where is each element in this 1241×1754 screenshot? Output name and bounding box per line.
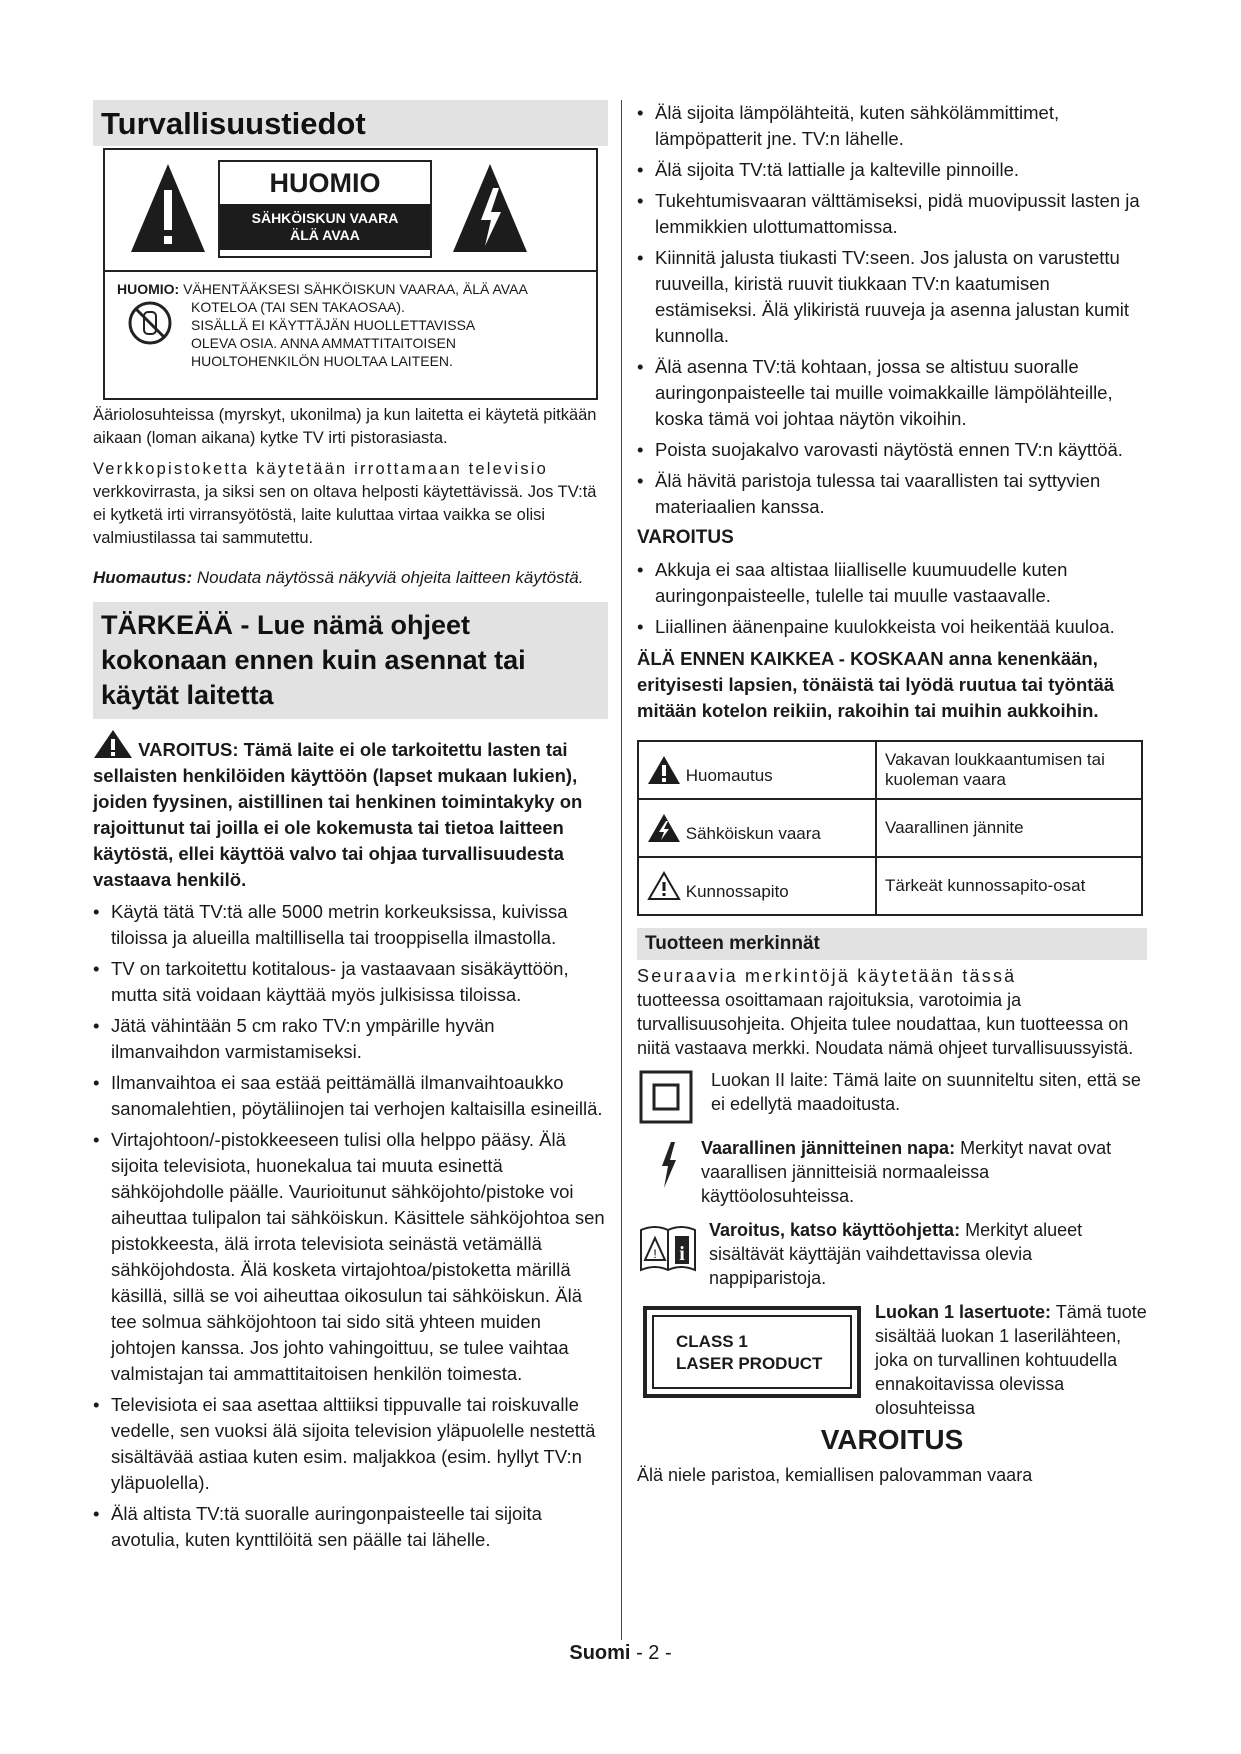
box-divider	[105, 270, 596, 272]
right-bullet-list	[637, 100, 1147, 520]
list-item: • Poista suojakalvo varovasti näytöstä ennen TV:n käyttöä.	[637, 437, 1147, 463]
varoitus-list	[637, 557, 1147, 640]
note-label: Huomautus:	[93, 568, 193, 587]
manual-mark	[637, 1218, 1147, 1290]
list-item: • Ilmanvaihtoa ei saa estää peittämällä ilmanvaihtoaukko sanomalehtien, pöytäliinojen tai verhojen kaltaisilla esineillä.	[93, 1070, 608, 1122]
caution-line5: HUOLTOHENKILÖN HUOLTAA LAITEEN.	[191, 353, 453, 369]
maintenance-icon	[647, 871, 681, 901]
class2-mark	[637, 1068, 1147, 1124]
symbol-cell	[638, 799, 876, 857]
caution-icon	[647, 755, 681, 785]
caution-text	[117, 280, 590, 370]
caution-line3: SISÄLLÄ EI KÄYTTÄJÄN HUOLLETTAVISSA	[191, 317, 476, 333]
svg-text:!: !	[653, 1247, 657, 1261]
product-marks-heading: Tuotteen merkinnät	[637, 928, 1147, 960]
list-item: • Älä asenna TV:tä kohtaan, jossa se altistuu suoralle auringonpaisteelle tai muille voimakkaille lämpölähteille, koska tämä voi johtaa näytön vikoihin.	[637, 354, 1147, 432]
symbol-desc: Vaarallinen jännite	[876, 799, 1142, 857]
plug-text-line1: Verkkopistoketta käytetään irrottamaan televisio	[93, 460, 549, 478]
child-warning-text: VAROITUS: Tämä laite ei ole tarkoitettu lasten tai sellaisten henkilöiden käyttöön (lapset mukaan lukien), joiden fyysinen, aistillinen tai henkinen toimintakyky on rajoittunut tai joilla ei ole kokemusta tai tietoa laitteen käytöstä, ellei käyttöä valvo tai ohjaa turvallisuudesta vastaava henkilö.	[93, 739, 583, 890]
column-divider	[621, 100, 622, 1640]
laser-label: Luokan 1 lasertuote:	[875, 1302, 1052, 1322]
list-item: • TV on tarkoitettu kotitalous- ja vastaavaan sisäkäyttöön, mutta sitä voidaan käyttää myös julkisissa tiloissa.	[93, 956, 608, 1008]
electric-shock-icon	[647, 813, 681, 843]
symbol-cell	[638, 741, 876, 799]
class-ii-icon	[639, 1070, 693, 1124]
read-manual-icon	[637, 1222, 699, 1274]
left-bullet-list	[93, 899, 608, 1553]
caution-label: HUOMIO:	[117, 281, 180, 297]
lightning-warning-icon	[451, 162, 529, 254]
caution-line2: KOTELOA (TAI SEN TAKAOSAA).	[191, 299, 405, 315]
child-warning	[93, 729, 608, 893]
symbol-label: Huomautus	[685, 765, 773, 785]
symbol-desc: Tärkeät kunnossapito-osat	[876, 857, 1142, 915]
list-item: • Älä sijoita TV:tä lattialle ja kalteville pinnoille.	[637, 157, 1147, 183]
table-row	[638, 799, 1142, 857]
warning-triangle-icon	[93, 729, 133, 759]
table-row	[638, 857, 1142, 915]
huomio-sub-line1: SÄHKÖISKUN VAARA	[251, 210, 399, 226]
symbol-label: Sähköiskun vaara	[685, 823, 821, 843]
left-column	[93, 100, 608, 1558]
huomio-subtitle	[220, 204, 430, 250]
laser-label-box	[643, 1306, 861, 1398]
live-terminal-mark	[637, 1136, 1147, 1208]
caution-line1: VÄHENTÄÄKSESI SÄHKÖISKUN VAARAA, ÄLÄ AVAA	[183, 281, 528, 297]
never-warning: ÄLÄ ENNEN KAIKKEA - KOSKAAN anna kenenkään, erityisesti lapsien, tönäistä tai lyödä ruutua tai työntää mitään kotelon reikiin, rakoihin tai muihin aukkoihin.	[637, 648, 1115, 721]
note-text: Noudata näytössä näkyviä ohjeita laitteen käytöstä.	[196, 568, 584, 587]
laser-text: Tämä tuote sisältää luokan 1 laserilähteen, joka on turvallinen kohtuudella ennakoitavissa olevissa olosuhteissa	[875, 1302, 1147, 1418]
laser-box-line1: CLASS 1	[676, 1332, 748, 1351]
symbol-cell	[638, 857, 876, 915]
list-item: • Virtajohtoon/-pistokkeeseen tulisi olla helppo pääsy. Älä sijoita televisiota, huonekalua tai muuta esinettä sähköjohdolle päälle. Vaurioitunut sähköjohto/pistoke voi aiheuttaa tulipalon tai sähköiskun. Käsittele sähköjohtoa sen pistokkeesta, älä irrota televisiota seinästä vetämällä sähköjohdosta. Älä kosketa virtajohtoa/pistoketta märillä käsillä, sillä se voi aiheuttaa oikosulun tai sähköiskun. Älä tee solmua sähköjohtoon tai sido sitä yhteen muiden johtojen kanssa. Jos johto vahingoittuu, se tulee vaihtaa valmistajan tai ammattitaitoisen henkilön toimesta.	[93, 1127, 608, 1387]
list-item: • Tukehtumisvaaran välttämiseksi, pidä muovipussit lasten ja lemmikkien ulottumattomissa.	[637, 188, 1147, 240]
list-item: • Televisiota ei saa asettaa alttiiksi tippuvalle tai roiskuvalle vedelle, sen vuoksi älä sijoita television yläpuolelle nestettä sisältävää astiaa kuten esim. maljakkoa (esim. hyllyt TV:n yläpuolella).	[93, 1392, 608, 1496]
caution-label-box	[103, 148, 598, 400]
laser-mark	[637, 1300, 1147, 1420]
list-item: • Älä altista TV:tä suoralle auringonpaisteelle tai sijoita avotulia, kuten kynttilöitä sen päälle tai lähelle.	[93, 1501, 608, 1553]
symbol-desc: Vakavan loukkaantumisen tai kuoleman vaara	[876, 741, 1142, 799]
lightning-icon	[659, 1142, 679, 1188]
final-warning-heading: VAROITUS	[820, 1424, 964, 1455]
list-item: • Kiinnitä jalusta tiukasti TV:seen. Jos jalusta on varustettu ruuveilla, kiristä ruuvit tiukkaan TV:n kaatumisen estämiseksi. Älä ylikiristä ruuveja ja asenna jalustan kumit kunnolla.	[637, 245, 1147, 349]
page-footer	[0, 1642, 1241, 1665]
huomio-sub-line2: ÄLÄ AVAA	[290, 227, 360, 243]
plug-text: verkkovirrasta, ja siksi sen on oltava helposti käytettävissä. Jos TV:tä ei kytketä irti virransyötöstä, laite kuluttaa virtaa vaikka se olisi valmiustilassa tai sammutettu.	[93, 483, 597, 547]
list-item: • Jätä vähintään 5 cm rako TV:n ympärille hyvän ilmanvaihdon varmistamiseksi.	[93, 1013, 608, 1065]
section-title: Turvallisuustiedot	[93, 100, 608, 146]
list-item: • Käytä tätä TV:tä alle 5000 metrin korkeuksissa, kuivissa tiloissa ja alueilla maltillisella tai trooppisella ilmastolla.	[93, 899, 608, 951]
manual-label: Varoitus, katso käyttöohjetta:	[709, 1220, 961, 1240]
final-warning-text: Älä niele paristoa, kemiallisen palovamman vaara	[637, 1465, 1033, 1485]
symbol-table	[637, 740, 1143, 916]
terminal-label: Vaarallinen jännitteinen napa:	[701, 1138, 956, 1158]
varoitus-heading: VAROITUS	[637, 527, 734, 548]
laser-box-line2: LASER PRODUCT	[676, 1354, 823, 1373]
list-item: • Akkuja ei saa altistaa liialliselle kuumuudelle kuten auringonpaisteelle, tulelle tai muulle vastaavalle.	[637, 557, 1147, 609]
list-item: • Liiallinen äänenpaine kuulokkeista voi heikentää kuuloa.	[637, 614, 1147, 640]
page-number: - 2 -	[636, 1642, 672, 1664]
footer-language: Suomi	[569, 1642, 631, 1664]
list-item: • Älä hävitä paristoja tulessa tai vaarallisten tai syttyvien materiaalien kanssa.	[637, 468, 1147, 520]
manual-text: Merkityt alueet sisältävät käyttäjän vaihdettavissa olevia nappiparistoja.	[709, 1220, 1083, 1288]
svg-text:i: i	[679, 1243, 685, 1265]
marks-intro-line1: Seuraavia merkintöjä käytetään tässä	[637, 966, 1017, 986]
laser-label-inner	[652, 1315, 852, 1389]
list-item: • Älä sijoita lämpölähteitä, kuten sähkölämmittimet, lämpöpatterit jne. TV:n lähelle.	[637, 100, 1147, 152]
terminal-text: Merkityt navat ovat vaarallisen jännitteisiä normaaleissa käyttöolosuhteissa.	[701, 1138, 1112, 1206]
exclamation-warning-icon	[129, 162, 207, 254]
table-row	[638, 741, 1142, 799]
symbol-label: Kunnossapito	[685, 881, 789, 901]
caution-line4: OLEVA OSIA. ANNA AMMATTITAITOISEN	[191, 335, 457, 351]
huomio-panel	[218, 160, 432, 258]
marks-intro: tuotteessa osoittamaan rajoituksia, varotoimia ja turvallisuusohjeita. Ohjeita tulee noudattaa, kun tuotteessa on niitä vastaava merkki. Noudata nämä ohjeet turvallisuussyistä.	[637, 990, 1134, 1058]
huomio-title: HUOMIO	[269, 168, 381, 198]
usage-note	[93, 566, 608, 590]
important-heading: TÄRKEÄÄ - Lue nämä ohjeet kokonaan ennen kuin asennat tai käytät laitetta	[93, 602, 608, 719]
right-column	[637, 100, 1147, 1488]
extreme-conditions-text: Ääriolosuhteissa (myrskyt, ukonilma) ja kun laitetta ei käytetä pitkään aikaan (loman aikana) kytke TV irti pistorasiasta.	[93, 406, 597, 447]
class2-text: Luokan II laite: Tämä laite on suunniteltu siten, että se ei edellytä maadoitusta.	[711, 1070, 1141, 1114]
